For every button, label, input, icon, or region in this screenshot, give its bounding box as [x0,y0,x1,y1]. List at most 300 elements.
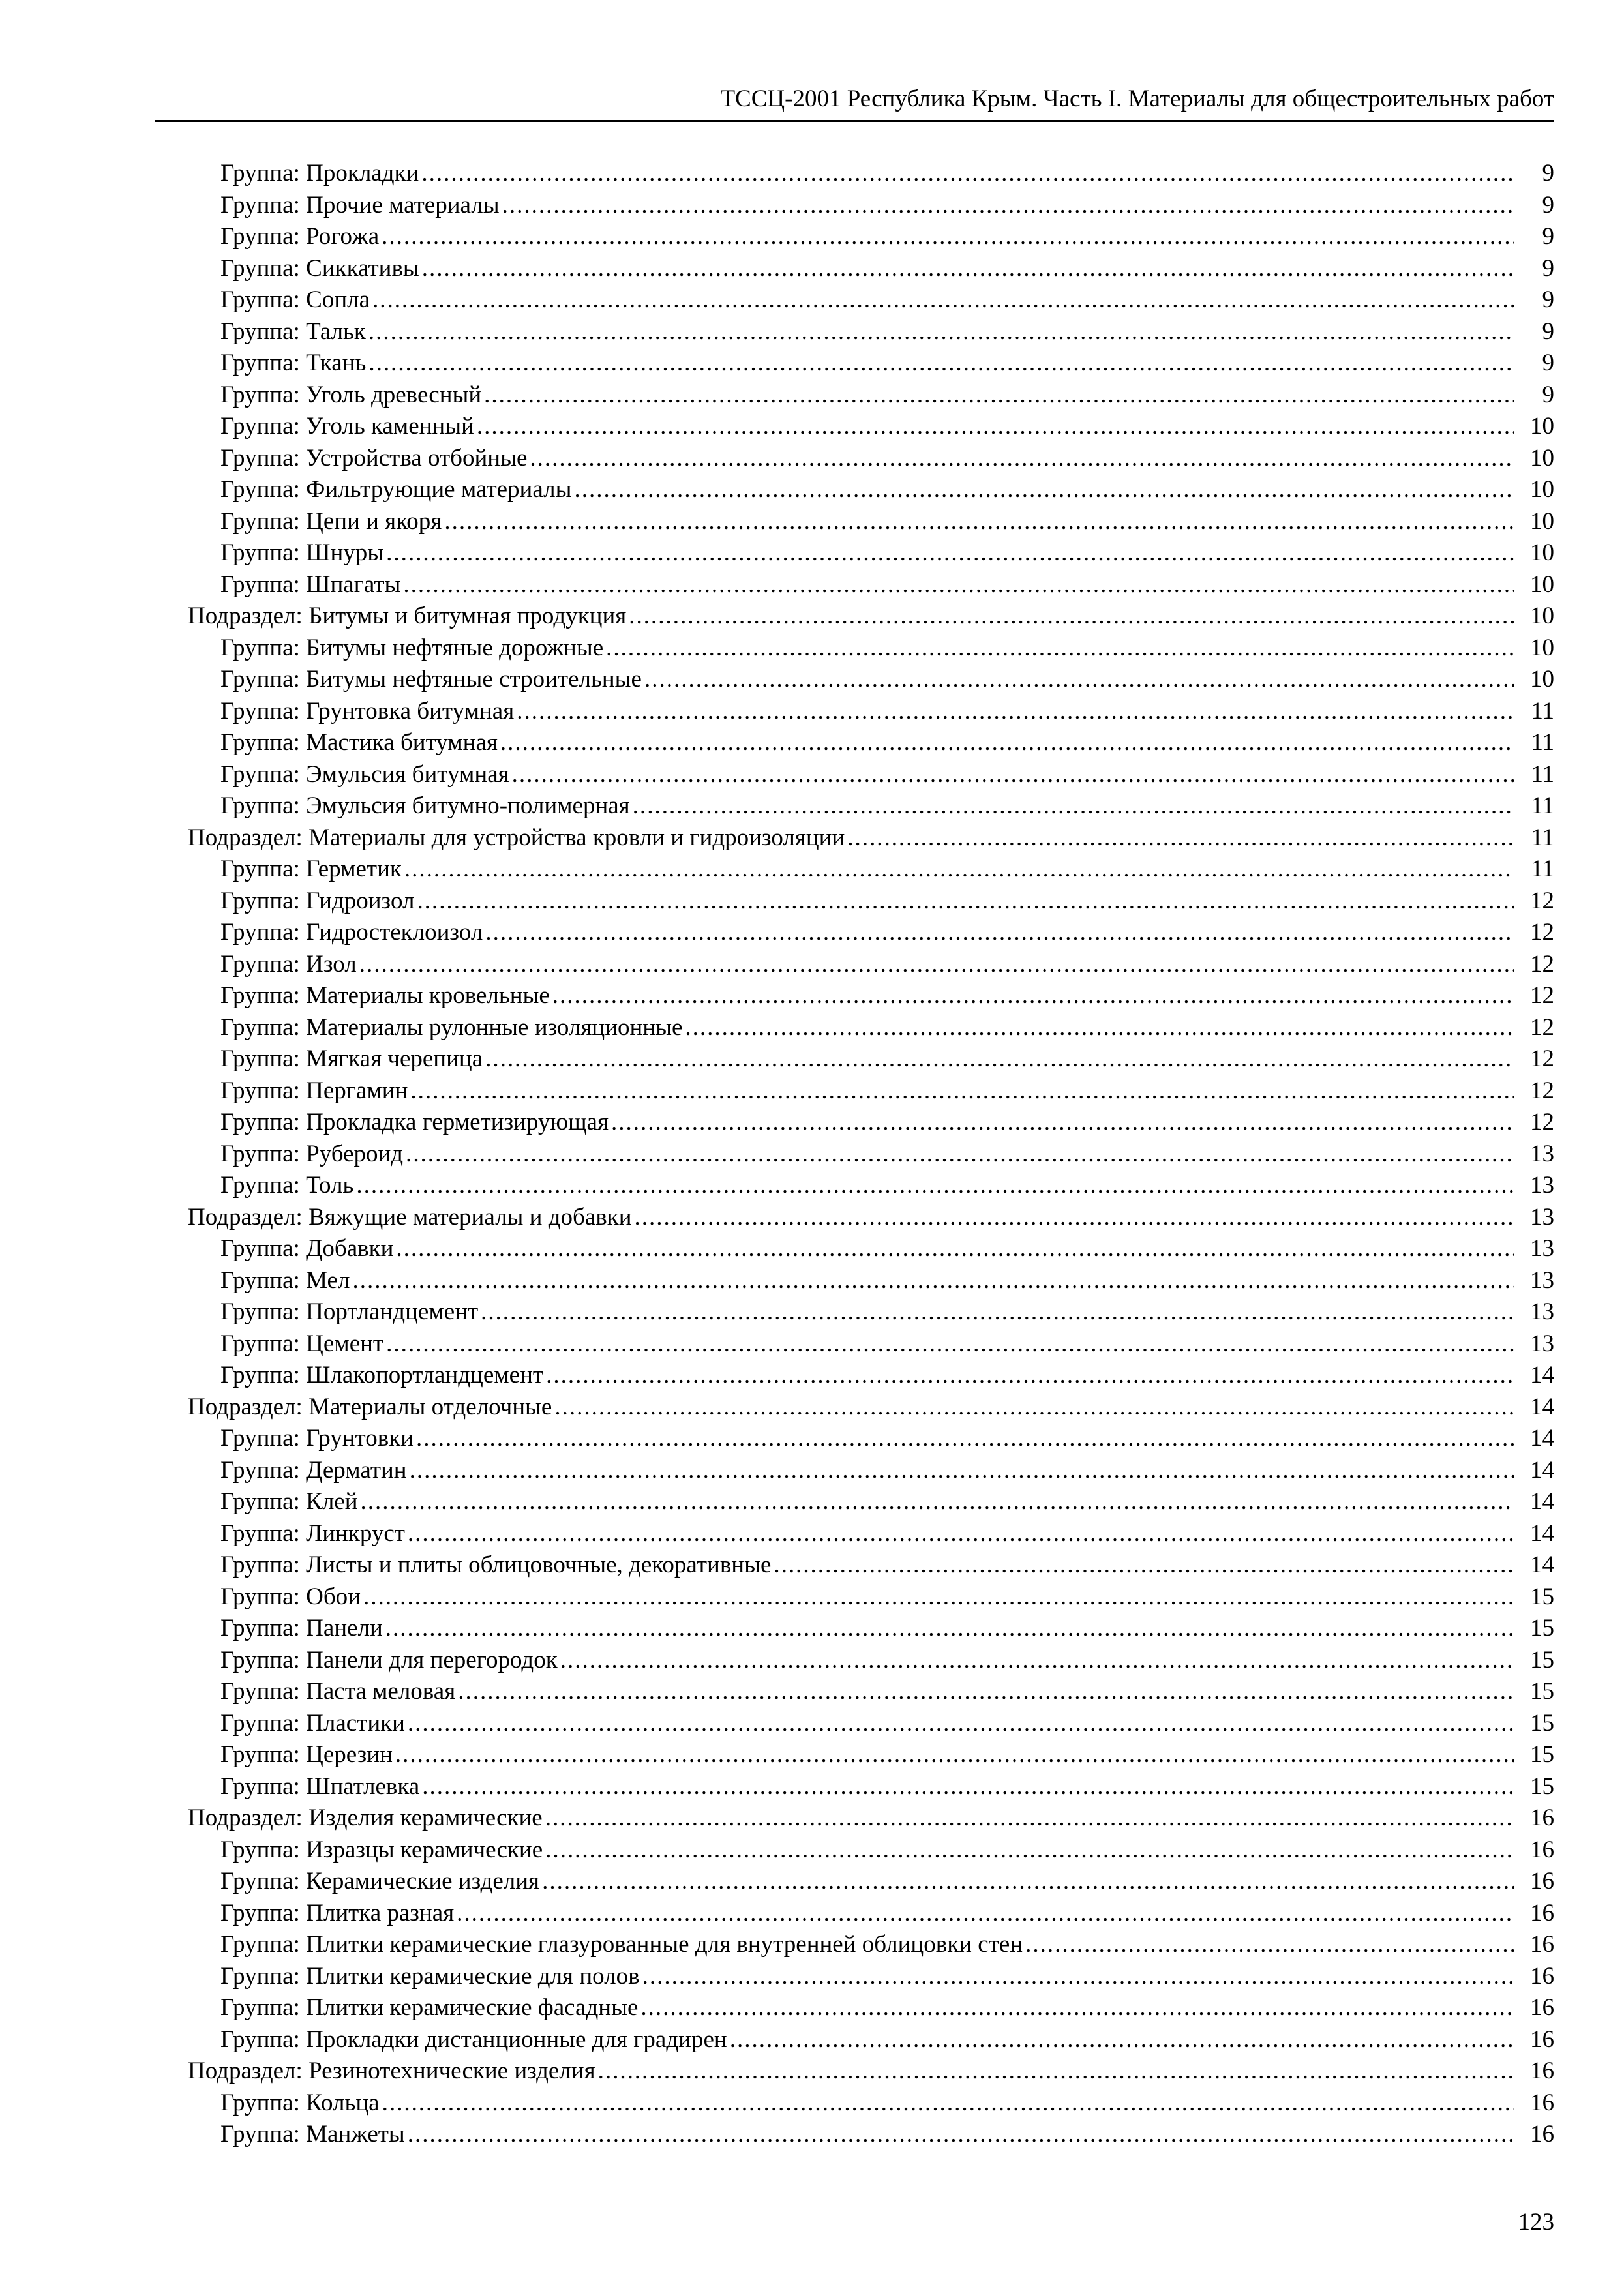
toc-entry-page: 16 [1530,1868,1554,1894]
toc-entry-prefix: Группа: [220,1836,300,1863]
toc-section-entry[interactable] [0,601,1624,633]
dot-leader [408,1708,1514,1740]
dot-leader [598,2056,1514,2087]
toc-entry-prefix: Группа: [220,1962,300,1990]
dot-leader [352,1265,1514,1297]
toc-group-entry[interactable] [0,2119,1624,2151]
toc-entry-label [220,348,366,380]
toc-group-entry[interactable] [0,980,1624,1012]
toc-section-entry[interactable] [0,1392,1624,1424]
toc-group-entry[interactable] [0,2087,1624,2119]
dot-leader [500,727,1514,759]
toc-entry-prefix: Группа: [220,571,300,598]
toc-entry-page: 16 [1530,2057,1554,2084]
dot-leader [606,633,1514,665]
dot-leader [484,380,1514,411]
toc-entry-title: Материалы кровельные [306,982,550,1009]
toc-entry-label [188,601,626,633]
dot-leader [368,316,1514,348]
dot-leader [361,1486,1514,1518]
toc-entry-label [220,917,483,949]
toc-group-entry[interactable] [0,1518,1624,1550]
toc-group-entry[interactable] [0,1075,1624,1107]
dot-leader [422,253,1514,285]
toc-entry-label [220,1645,558,1677]
toc-entry-prefix: Группа: [220,1931,300,1958]
toc-entry-page: 15 [1530,1773,1554,1800]
dot-leader [356,1170,1514,1202]
toc-entry-label [220,537,383,569]
toc-group-entry[interactable] [0,1866,1624,1898]
toc-entry-prefix: Подраздел: [188,603,303,629]
toc-entry-title: Уголь каменный [306,413,474,440]
toc-entry-label [220,474,571,506]
toc-group-entry[interactable] [0,917,1624,949]
dot-leader [359,949,1514,981]
toc-entry-prefix: Группа: [220,1773,300,1800]
toc-entry-prefix: Группа: [220,2026,300,2053]
toc-entry-label [220,1961,640,1993]
toc-group-entry[interactable] [0,727,1624,759]
toc-group-entry[interactable] [0,569,1624,601]
toc-entry-label [220,1834,543,1866]
toc-entry-label [220,1549,771,1581]
toc-entry-page: 11 [1531,824,1554,851]
toc-entry-label [220,1296,478,1328]
toc-entry-prefix: Группа: [220,1583,300,1610]
toc-entry-page: 13 [1530,1298,1554,1325]
dot-leader [545,1834,1514,1866]
toc-entry-title: Изол [306,950,357,978]
dot-leader [382,221,1514,253]
toc-entry-page: 9 [1542,318,1554,345]
toc-entry-page: 14 [1530,1456,1554,1484]
toc-entry-title: Панели для перегородок [306,1646,558,1673]
toc-entry-label [220,1360,543,1392]
toc-entry-label [220,316,366,348]
toc-entry-label [220,727,498,759]
dot-leader [730,2024,1514,2056]
toc-entry-title: Плитки керамические глазурованные для внутренней облицовки стен [306,1931,1023,1958]
dot-leader [458,1676,1514,1708]
toc-entry-page: 12 [1530,950,1554,978]
toc-entry-page: 12 [1530,982,1554,1009]
toc-entry-page: 9 [1542,381,1554,408]
toc-group-entry[interactable] [0,1012,1624,1044]
toc-group-entry[interactable] [0,790,1624,822]
toc-entry-title: Эмульсия битумная [306,760,509,788]
toc-entry-title: Изразцы керамические [306,1836,543,1863]
toc-group-entry[interactable] [0,348,1624,380]
toc-group-entry[interactable] [0,854,1624,886]
dot-leader [406,1139,1514,1171]
dot-leader [408,1518,1514,1550]
dot-leader [633,790,1514,822]
dot-leader [560,1645,1514,1677]
dot-leader [403,569,1514,601]
toc-entry-prefix: Группа: [220,191,300,218]
toc-entry-title: Рубероид [306,1140,404,1167]
toc-group-entry[interactable] [0,1898,1624,1930]
dot-leader [395,1739,1514,1771]
toc-entry-page: 16 [1530,2121,1554,2147]
dot-leader [545,1803,1514,1834]
toc-entry-page: 16 [1530,2089,1554,2116]
toc-group-entry[interactable] [0,1486,1624,1518]
toc-entry-title: Церезин [306,1741,393,1768]
dot-leader [640,1992,1514,2024]
toc-group-entry[interactable] [0,1265,1624,1297]
dot-leader [410,1075,1514,1107]
toc-entry-page: 10 [1530,571,1554,598]
dot-leader [546,1360,1514,1392]
toc-entry-page: 16 [1530,1899,1554,1926]
toc-group-entry[interactable] [0,221,1624,253]
toc-group-entry[interactable] [0,2024,1624,2056]
toc-entry-page: 16 [1530,1931,1554,1958]
toc-entry-prefix: Группа: [220,1235,300,1262]
toc-entry-page: 16 [1530,1804,1554,1831]
toc-entry-prefix: Группа: [220,1646,300,1673]
toc-entry-prefix: Группа: [220,507,300,535]
toc-group-entry[interactable] [0,1708,1624,1740]
toc-entry-prefix: Группа: [220,982,300,1009]
dot-leader [635,1202,1514,1234]
toc-entry-page: 15 [1530,1646,1554,1673]
toc-entry-title: Тальк [306,318,366,345]
toc-entry-page: 10 [1530,444,1554,471]
toc-entry-prefix: Подраздел: [188,1203,303,1231]
toc-entry-label [220,569,400,601]
dot-leader [517,696,1514,728]
toc-entry-prefix: Группа: [220,856,300,882]
toc-entry-title: Линкруст [306,1519,405,1547]
toc-entry-page: 13 [1530,1266,1554,1294]
toc-entry-page: 11 [1531,760,1554,788]
toc-entry-label [220,380,481,411]
toc-group-entry[interactable] [0,284,1624,316]
toc-group-entry[interactable] [0,1645,1624,1677]
toc-group-entry[interactable] [0,1834,1624,1866]
toc-group-entry[interactable] [0,411,1624,443]
dot-leader [574,474,1514,506]
toc-group-entry[interactable] [0,1423,1624,1455]
toc-entry-page: 15 [1530,1709,1554,1737]
toc-group-entry[interactable] [0,1107,1624,1139]
toc-entry-label [220,1518,405,1550]
toc-entry-label [188,2056,595,2087]
toc-section-entry[interactable] [0,822,1624,854]
toc-entry-prefix: Подраздел: [188,2057,303,2084]
toc-group-entry[interactable] [0,1676,1624,1708]
toc-section-entry[interactable] [0,1803,1624,1834]
toc-entry-page: 10 [1530,507,1554,535]
toc-entry-label [220,1613,383,1645]
toc-entry-page: 13 [1530,1203,1554,1231]
toc-entry-title: Изделия керамические [308,1804,543,1831]
toc-group-entry[interactable] [0,633,1624,665]
toc-entry-prefix: Группа: [220,697,300,725]
dot-leader [611,1107,1514,1139]
toc-group-entry[interactable] [0,1549,1624,1581]
toc-entry-page: 12 [1530,1077,1554,1104]
toc-group-entry[interactable] [0,1771,1624,1803]
toc-entry-label [220,1107,609,1139]
toc-entry-page: 9 [1542,254,1554,282]
toc-entry-prefix: Подраздел: [188,1393,303,1420]
dot-leader [644,664,1514,696]
dot-leader [396,1233,1514,1265]
toc-entry-label [220,443,527,475]
toc-entry-title: Пластики [306,1709,405,1737]
dot-leader [421,158,1514,190]
toc-entry-label [220,980,550,1012]
toc-entry-prefix: Группа: [220,1045,300,1072]
toc-entry-label [220,1139,403,1171]
toc-entry-prefix: Подраздел: [188,824,303,851]
toc-group-entry[interactable] [0,1929,1624,1961]
toc-group-entry[interactable] [0,443,1624,475]
toc-entry-page: 10 [1530,603,1554,629]
toc-entry-title: Прокладки [306,160,419,187]
toc-entry-page: 10 [1530,476,1554,503]
toc-entry-label [220,1043,483,1075]
toc-entry-title: Пергамин [306,1077,408,1104]
toc-group-entry[interactable] [0,190,1624,222]
toc-entry-page: 9 [1542,191,1554,218]
toc-entry-label [220,284,370,316]
dot-leader [422,1771,1514,1803]
toc-group-entry[interactable] [0,1961,1624,1993]
dot-leader [410,1455,1514,1487]
toc-entry-prefix: Группа: [220,539,300,566]
toc-entry-page: 12 [1530,1109,1554,1135]
toc-entry-page: 12 [1530,887,1554,914]
toc-entry-label [220,1992,638,2024]
toc-group-entry[interactable] [0,1455,1624,1487]
toc-group-entry[interactable] [0,1992,1624,2024]
toc-entry-label [220,854,402,886]
dot-leader [481,1296,1514,1328]
toc-group-entry[interactable] [0,1360,1624,1392]
toc-group-entry[interactable] [0,1296,1624,1328]
toc-entry-page: 10 [1530,539,1554,566]
toc-entry-label [220,1898,454,1930]
dot-leader [554,1392,1514,1424]
toc-entry-page: 10 [1530,413,1554,440]
toc-group-entry[interactable] [0,886,1624,918]
toc-entry-prefix: Группа: [220,729,300,756]
dot-leader [642,1961,1514,1993]
toc-entry-page: 9 [1542,286,1554,313]
toc-group-entry[interactable] [0,696,1624,728]
toc-entry-page: 16 [1530,1836,1554,1863]
document-title: ТССЦ-2001 Республика Крым. Часть I. Материалы для общестроительных работ [720,85,1554,112]
toc-entry-page: 15 [1530,1583,1554,1610]
dot-leader [416,1423,1514,1455]
toc-entry-title: Паста меловая [306,1678,456,1705]
toc-entry-prefix: Группа: [220,1330,300,1357]
toc-entry-page: 14 [1530,1425,1554,1452]
toc-entry-prefix: Группа: [220,160,300,187]
toc-entry-title: Вяжущие материалы и добавки [308,1203,632,1231]
toc-entry-page: 12 [1530,1013,1554,1041]
dot-leader [629,601,1514,633]
toc-entry-title: Шпагаты [306,571,401,598]
toc-entry-title: Обои [306,1583,361,1610]
toc-entry-prefix: Группа: [220,1109,300,1135]
toc-entry-prefix: Группа: [220,318,300,345]
toc-group-entry[interactable] [0,253,1624,285]
toc-entry-page: 13 [1530,1172,1554,1199]
toc-group-entry[interactable] [0,506,1624,538]
table-of-contents [0,158,1624,2151]
toc-entry-prefix: Группа: [220,1709,300,1737]
toc-entry-prefix: Группа: [220,760,300,788]
toc-group-entry[interactable] [0,1139,1624,1171]
toc-entry-page: 10 [1530,634,1554,661]
toc-entry-page: 16 [1530,1994,1554,2021]
toc-entry-title: Сиккативы [306,254,419,282]
toc-entry-prefix: Группа: [220,254,300,282]
toc-group-entry[interactable] [0,759,1624,791]
toc-entry-title: Дерматин [306,1456,407,1484]
toc-group-entry[interactable] [0,949,1624,981]
toc-entry-page: 16 [1530,2026,1554,2053]
toc-entry-label [188,822,845,854]
toc-entry-title: Цемент [306,1330,384,1357]
toc-entry-prefix: Группа: [220,1013,300,1041]
toc-entry-page: 14 [1530,1551,1554,1578]
toc-entry-prefix: Группа: [220,1551,300,1578]
toc-group-entry[interactable] [0,1739,1624,1771]
toc-entry-title: Грунтовки [306,1425,414,1452]
toc-entry-title: Толь [306,1172,354,1199]
toc-entry-prefix: Группа: [220,1077,300,1104]
toc-group-entry[interactable] [0,380,1624,411]
toc-entry-label [220,1581,361,1613]
toc-entry-title: Эмульсия битумно-полимерная [306,792,630,819]
toc-entry-label [220,1328,383,1360]
toc-entry-prefix: Подраздел: [188,1804,303,1831]
toc-entry-label [188,1202,632,1234]
toc-entry-page: 16 [1530,1962,1554,1990]
dot-leader [485,1043,1514,1075]
dot-leader [847,822,1514,854]
toc-entry-prefix: Группа: [220,1741,300,1768]
toc-entry-prefix: Группа: [220,887,300,914]
dot-leader [512,759,1514,791]
toc-section-entry[interactable] [0,1202,1624,1234]
toc-entry-title: Ткань [306,350,367,376]
toc-entry-prefix: Группа: [220,1488,300,1515]
toc-entry-label [220,1929,1023,1961]
toc-group-entry[interactable] [0,1170,1624,1202]
toc-entry-title: Мастика битумная [306,729,498,756]
toc-entry-page: 13 [1530,1235,1554,1262]
dot-leader [477,411,1514,443]
toc-entry-title: Листы и плиты облицовочные, декоративные [306,1551,772,1578]
toc-entry-title: Прокладки дистанционные для градирен [306,2026,727,2053]
toc-group-entry[interactable] [0,1043,1624,1075]
toc-group-entry[interactable] [0,1581,1624,1613]
toc-entry-label [220,1771,419,1803]
toc-entry-prefix: Группа: [220,1994,300,2021]
toc-entry-label [220,1233,393,1265]
toc-entry-prefix: Группа: [220,1456,300,1484]
toc-entry-page: 13 [1530,1140,1554,1167]
dot-leader [372,284,1514,316]
toc-entry-page: 11 [1531,697,1554,725]
dot-leader [385,1613,1514,1645]
toc-entry-label [220,2119,405,2151]
toc-entry-label [220,2024,727,2056]
dot-leader [363,1581,1514,1613]
toc-entry-label [188,1803,543,1834]
dot-leader [542,1866,1514,1898]
toc-entry-title: Материалы отделочные [308,1393,552,1420]
toc-entry-label [220,1455,407,1487]
toc-entry-title: Плитки керамические фасадные [306,1994,639,2021]
toc-group-entry[interactable] [0,1613,1624,1645]
toc-entry-title: Гидроизол [306,887,415,914]
toc-group-entry[interactable] [0,158,1624,190]
page-header [155,83,1554,122]
dot-leader [457,1898,1514,1930]
toc-section-entry[interactable] [0,2056,1624,2087]
toc-entry-prefix: Группа: [220,476,300,503]
toc-entry-label [220,1676,455,1708]
dot-leader [417,886,1514,918]
toc-entry-title: Шнуры [306,539,384,566]
dot-leader [408,2119,1514,2151]
dot-leader [404,854,1514,886]
toc-entry-label [220,2087,380,2119]
toc-entry-page: 14 [1530,1362,1554,1388]
dot-leader [774,1549,1514,1581]
dot-leader [685,1012,1514,1044]
toc-entry-label [220,886,414,918]
toc-entry-label [220,1866,539,1898]
toc-group-entry[interactable] [0,1233,1624,1265]
toc-entry-prefix: Группа: [220,413,300,440]
toc-entry-label [188,1392,552,1424]
toc-entry-title: Панели [306,1615,383,1641]
toc-group-entry[interactable] [0,1328,1624,1360]
toc-entry-prefix: Группа: [220,1266,300,1294]
toc-entry-prefix: Группа: [220,2089,300,2116]
toc-entry-prefix: Группа: [220,1172,300,1199]
toc-entry-page: 14 [1530,1488,1554,1515]
toc-entry-prefix: Группа: [220,1519,300,1547]
toc-entry-label [220,221,379,253]
toc-entry-title: Рогожа [306,223,380,250]
toc-entry-label [220,759,509,791]
toc-entry-prefix: Группа: [220,792,300,819]
toc-entry-label [220,1708,405,1740]
toc-group-entry[interactable] [0,474,1624,506]
toc-group-entry[interactable] [0,537,1624,569]
dot-leader [382,2087,1514,2119]
toc-entry-prefix: Группа: [220,1899,300,1926]
toc-entry-prefix: Группа: [220,1140,300,1167]
toc-group-entry[interactable] [0,664,1624,696]
toc-entry-prefix: Группа: [220,381,300,408]
toc-entry-prefix: Группа: [220,1362,300,1388]
toc-entry-title: Герметик [306,856,402,882]
toc-group-entry[interactable] [0,316,1624,348]
toc-entry-title: Прокладка герметизирующая [306,1109,609,1135]
